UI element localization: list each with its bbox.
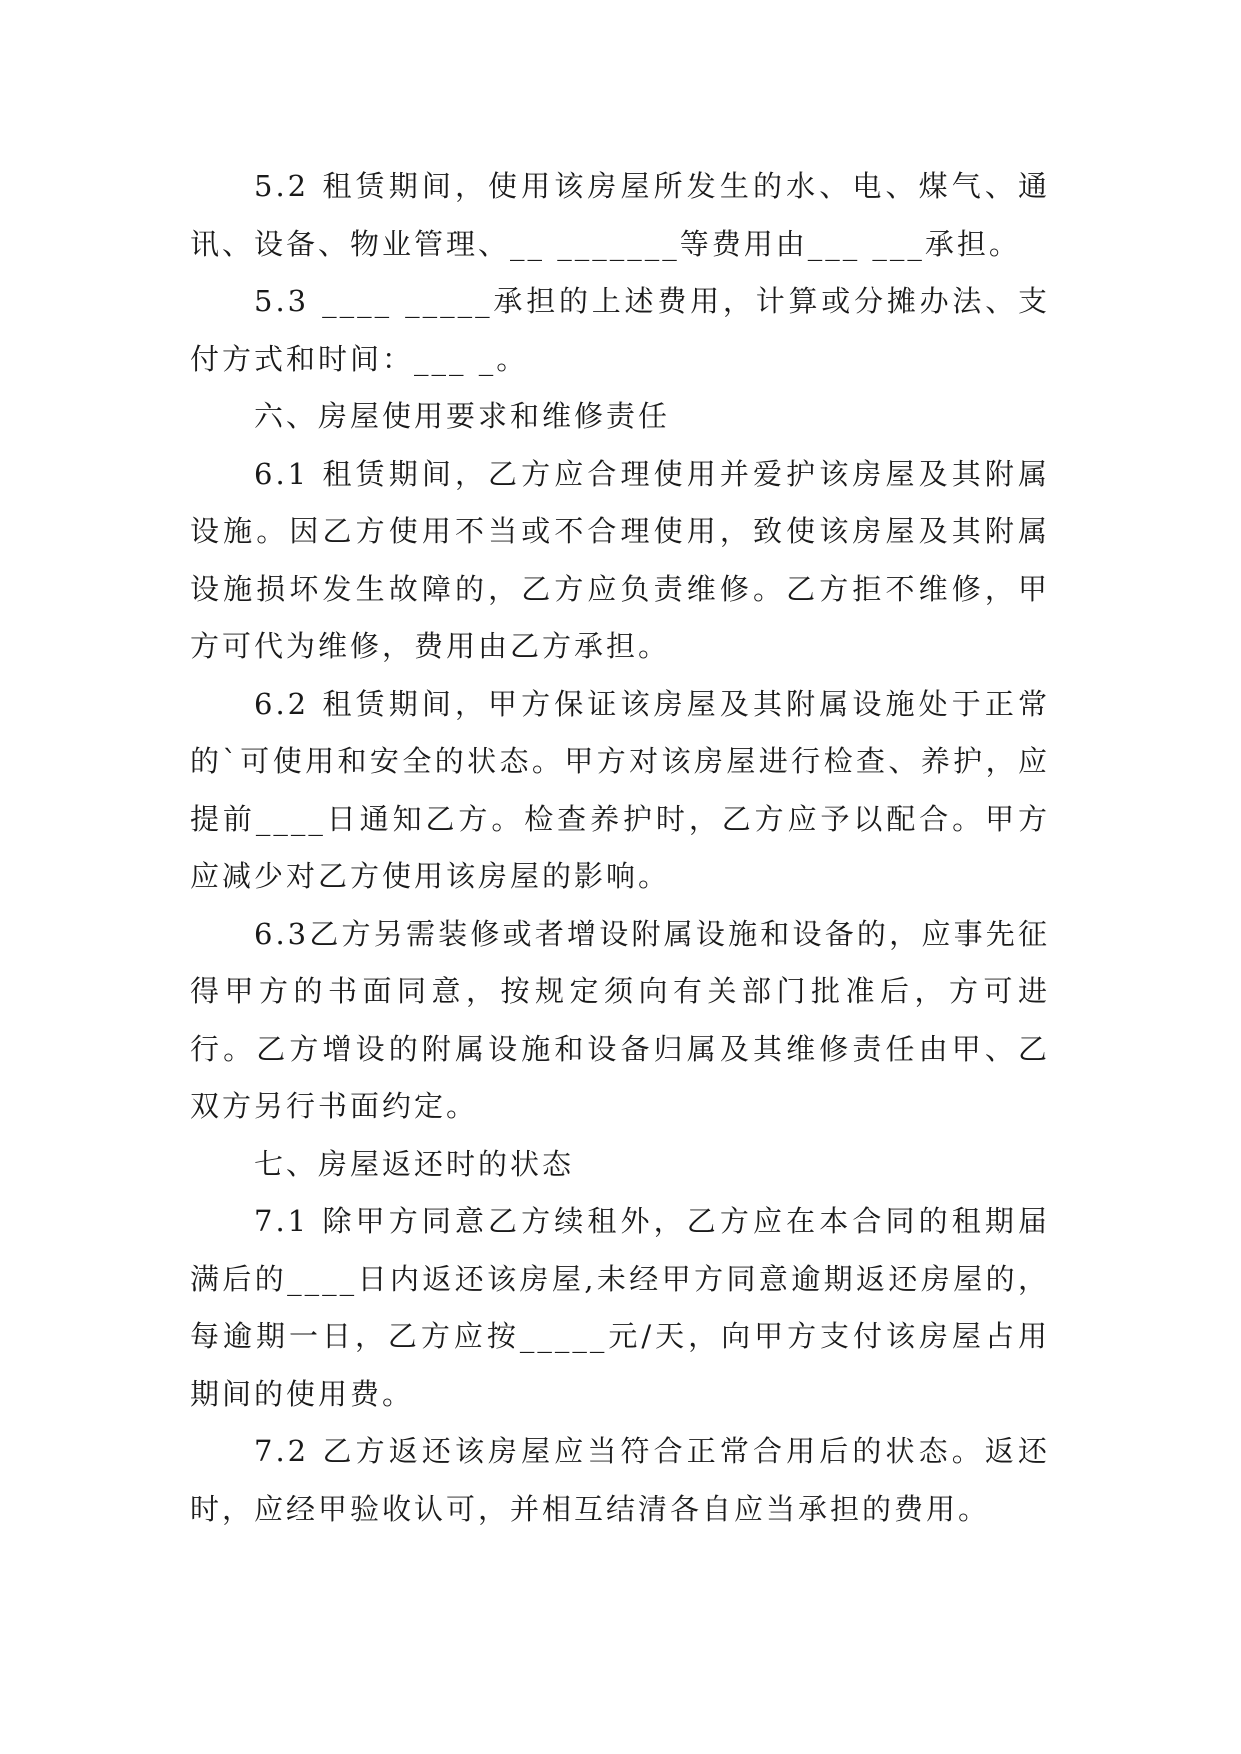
clause-6-2: 6.2 租赁期间，甲方保证该房屋及其附属设施处于正常的`可使用和安全的状态。甲方对该房屋进行检查、养护，应提前____日通知乙方。检查养护时，乙方应予以配合。甲方应减少对乙方使用该房屋的影响。 (190, 686, 1050, 893)
clause-7-1: 7.1 除甲方同意乙方续租外，乙方应在本合同的租期届满后的____日内返还该房屋,未经甲方同意逾期返还房屋的，每逾期一日，乙方应按_____元/天，向甲方支付该房屋占用期间的使用费。 (190, 1204, 1050, 1411)
section-heading-7: 七、房屋返还时的状态 (254, 1146, 575, 1181)
clause-6-1: 6.1 租赁期间，乙方应合理使用并爱护该房屋及其附属设施。因乙方使用不当或不合理使用，致使该房屋及其附属设施损坏发生故障的，乙方应负责维修。乙方拒不维修，甲方可代为维修，费用由乙方承担。 (190, 456, 1050, 663)
clause-6-3: 6.3乙方另需装修或者增设附属设施和设备的，应事先征得甲方的书面同意，按规定须向有关部门批准后，方可进行。乙方增设的附属设施和设备归属及其维修责任由甲、乙双方另行书面约定。 (190, 916, 1050, 1123)
section-heading-6: 六、房屋使用要求和维修责任 (254, 399, 671, 433)
document-body (190, 158, 1050, 1538)
clause-7-2: 7.2 乙方返还该房屋应当符合正常合用后的状态。返还时，应经甲验收认可，并相互结清各自应当承担的费用。 (190, 1434, 1050, 1526)
clause-5-2: 5.2 租赁期间，使用该房屋所发生的水、电、煤气、通讯、设备、物业管理、__ _______等费用由___ ___承担。 (190, 169, 1050, 261)
clause-5-3: 5.3 ____ _____承担的上述费用，计算或分摊办法、支付方式和时间：___ _。 (190, 284, 1050, 376)
